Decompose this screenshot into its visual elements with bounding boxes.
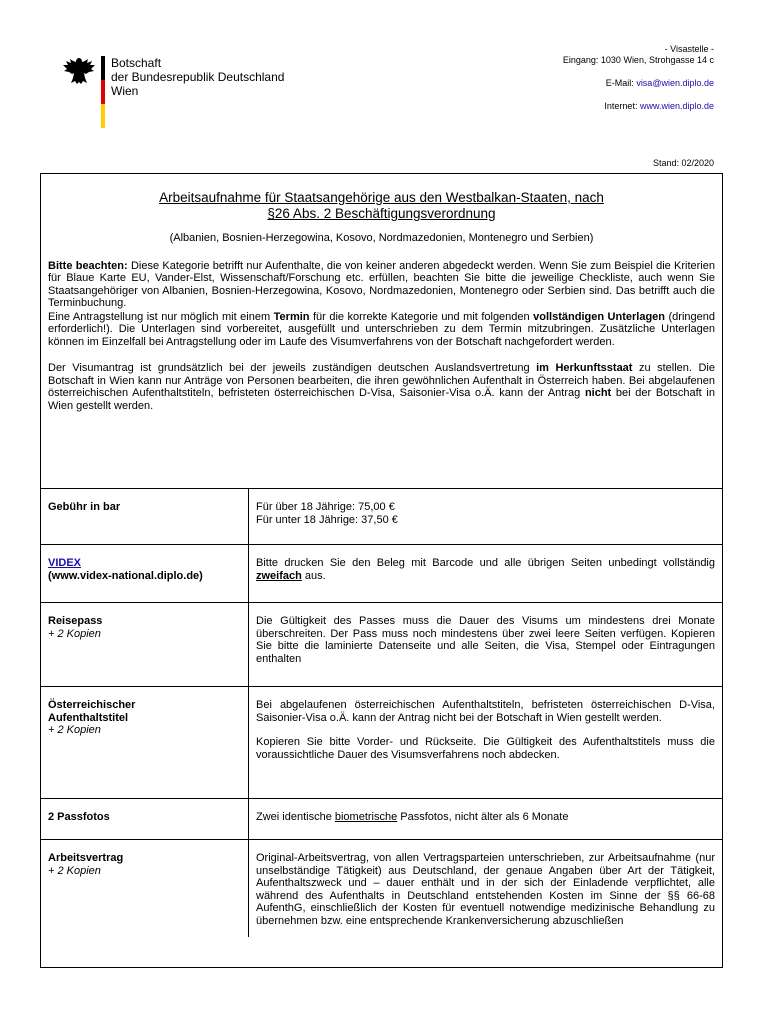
appointment-text-a: Eine Antragstellung ist nur möglich mit einem [48, 310, 274, 323]
document-date: Stand: 02/2020 [652, 158, 714, 168]
table-row [41, 799, 722, 840]
jurisdiction-bold-origin: im Herkunftsstaat [536, 362, 633, 374]
passport-copies: + 2 Kopien [48, 627, 101, 640]
residence-text-1: Bei abgelaufenen österreichischen Aufenthaltstiteln, befristeten österreichischen D-Visa, Saisonier-Visa o.Ä. kann der Antrag nicht bei der Botschaft in Wien gestellt werden. [256, 699, 715, 724]
intro-section [41, 174, 722, 412]
jurisdiction-text-a: Der Visumantrag ist grundsätzlich bei der jeweils zuständigen deutschen Auslandsvertretung [48, 362, 537, 374]
org-line-3: Wien [111, 84, 139, 98]
jurisdiction-text-c: zu stellen. Die Botschaft in Wien kann nur Anträge von Personen bearbeiten, die ihren gewöhnlichen Aufenthalt in Österreich haben. Bei abgelaufenen österreichischen Aufenthaltstiteln, befristeten österreichischen D-Visa, Saisonier-Visa o.Ä. kann der Antrag [48, 362, 715, 399]
fee-adult: Für über 18 Jährige: 75,00 € [256, 501, 395, 513]
embassy-name [111, 56, 284, 98]
notice-paragraph [48, 260, 715, 310]
appointment-bold-documents: vollständigen Unterlagen [533, 310, 666, 323]
table-row [41, 545, 722, 603]
photos-text-a: Zwei identische [256, 811, 335, 823]
table-row [41, 603, 722, 687]
notice-text: Diese Kategorie betrifft nur Aufenthalte, die von keiner anderen abgedeckt werden. Wenn Sie zum Beispiel die Kriterien für Blaue Karte EU, Vander-Elst, Wissenschaft/Forschung etc. erfüllen, beachten Sie bitte die jeweilige Checkliste, auch wenn Sie Staatsangehöriger von Albanien, Bosnien-Herzegowina, Kosovo, Nordmazedonien, Montenegro oder Serbien sind. Das betrifft auch die Terminbuchung. [48, 259, 715, 309]
passport-label: Reisepass [48, 615, 103, 627]
contract-label: Arbeitsvertrag [48, 852, 124, 864]
org-line-1: Botschaft [111, 56, 162, 70]
appointment-paragraph [48, 311, 715, 349]
jurisdiction-text-e: bei der Botschaft in Wien gestellt werden. [48, 387, 715, 412]
german-flag-bar [101, 56, 105, 128]
title-line-1: Arbeitsaufnahme für Staatsangehörige aus den Westbalkan-Staaten, nach [159, 190, 604, 205]
table-row [41, 840, 722, 938]
residence-copies: + 2 Kopien [48, 724, 101, 736]
residence-text-2: Kopieren Sie bitte Vorder- und Rückseite. Die Gültigkeit des Aufenthaltstitels muss die voraussichtliche Dauer des Visumsverfahrens noch abdecken. [256, 736, 715, 761]
checklist-box [40, 173, 723, 968]
email-link[interactable]: visa@wien.diplo.de [636, 78, 714, 88]
fee-minor: Für unter 18 Jährige: 37,50 € [256, 513, 398, 526]
federal-eagle-icon [62, 56, 96, 86]
photos-text-c: Passfotos, nicht älter als 6 Monate [397, 811, 569, 823]
appointment-bold-termin: Termin [273, 310, 310, 323]
org-line-2: der Bundesrepublik Deutschland [111, 70, 285, 84]
residence-label-2: Aufenthaltstitel [48, 711, 129, 724]
fee-label: Gebühr in bar [48, 501, 121, 513]
contract-copies: + 2 Kopien [48, 864, 101, 877]
photos-label: 2 Passfotos [48, 811, 110, 823]
jurisdiction-paragraph [48, 362, 715, 412]
requirements-table [41, 488, 722, 937]
website-link[interactable]: www.wien.diplo.de [639, 101, 714, 111]
residence-label-1: Österreichischer [48, 699, 136, 711]
contract-text: Original-Arbeitsvertrag, von allen Vertragsparteien unterschrieben, zur Arbeitsaufnahme (nur unselbständige Tätigkeit) aus Deutschland, der genaue Angaben über Art der Tätigkeit, Aufenthaltszweck und – dauer enthält und in der sich der Einladende verpflichtet, alle während des Aufenthalts in Deutschland entstehenden Kosten im Sinne der §§ 66-68 AufenthG, einschließlich der Kosten für eventuell notwendige medizinische Behandlung zu übernehmen bzw. eine entsprechende Krankenversicherung abzuschließen [249, 840, 723, 938]
department: - Visastelle - [664, 44, 714, 54]
title-line-2: §26 Abs. 2 Beschäftigungsverordnung [267, 206, 496, 221]
email-label: E-Mail: [605, 78, 637, 88]
videx-text-a: Bitte drucken Sie den Beleg mit Barcode und alle übrigen Seiten unbedingt vollständig [256, 557, 715, 569]
videx-link[interactable]: VIDEX [48, 557, 82, 569]
videx-text-c: aus. [301, 569, 326, 582]
embassy-logo [62, 56, 322, 132]
table-row [41, 687, 722, 799]
photos-text-biometric: biometrische [334, 811, 398, 823]
appointment-text-c: für die korrekte Kategorie und mit folgenden [309, 310, 534, 323]
passport-text: Die Gültigkeit des Passes muss die Dauer des Visums um mindestens drei Monate überschreiten. Der Pass muss noch mindestens über zwei leere Seiten verfügen. Kopieren Sie bitte die laminierte Datenseite und alle Seiten, die Visa, Stempel oder Eintragungen enthalten [249, 603, 723, 687]
table-row [41, 489, 722, 545]
jurisdiction-bold-not: nicht [584, 387, 612, 399]
notice-label: Bitte beachten: [48, 259, 128, 272]
videx-text-twice: zweifach [256, 569, 302, 582]
videx-url-label: (www.videx-national.diplo.de) [48, 569, 203, 582]
appointment-text-e: (dringend erforderlich!). Die Unterlagen sind vorbereitet, ausgefüllt und unterschrieben zu dem Termin mitzubringen. Zusätzliche Unterlagen können im Einzelfall bei Antragstellung oder im Laufe des Visumverfahrens von der Botschaft nachgefordert werden. [48, 310, 715, 348]
document-title [48, 190, 715, 222]
countries-list: (Albanien, Bosnien-Herzegowina, Kosovo, Nordmazedonien, Montenegro und Serbien) [169, 232, 594, 244]
internet-label: Internet: [604, 101, 640, 111]
contact-block [563, 44, 714, 112]
entrance-address: Eingang: 1030 Wien, Strohgasse 14 c [562, 55, 714, 65]
